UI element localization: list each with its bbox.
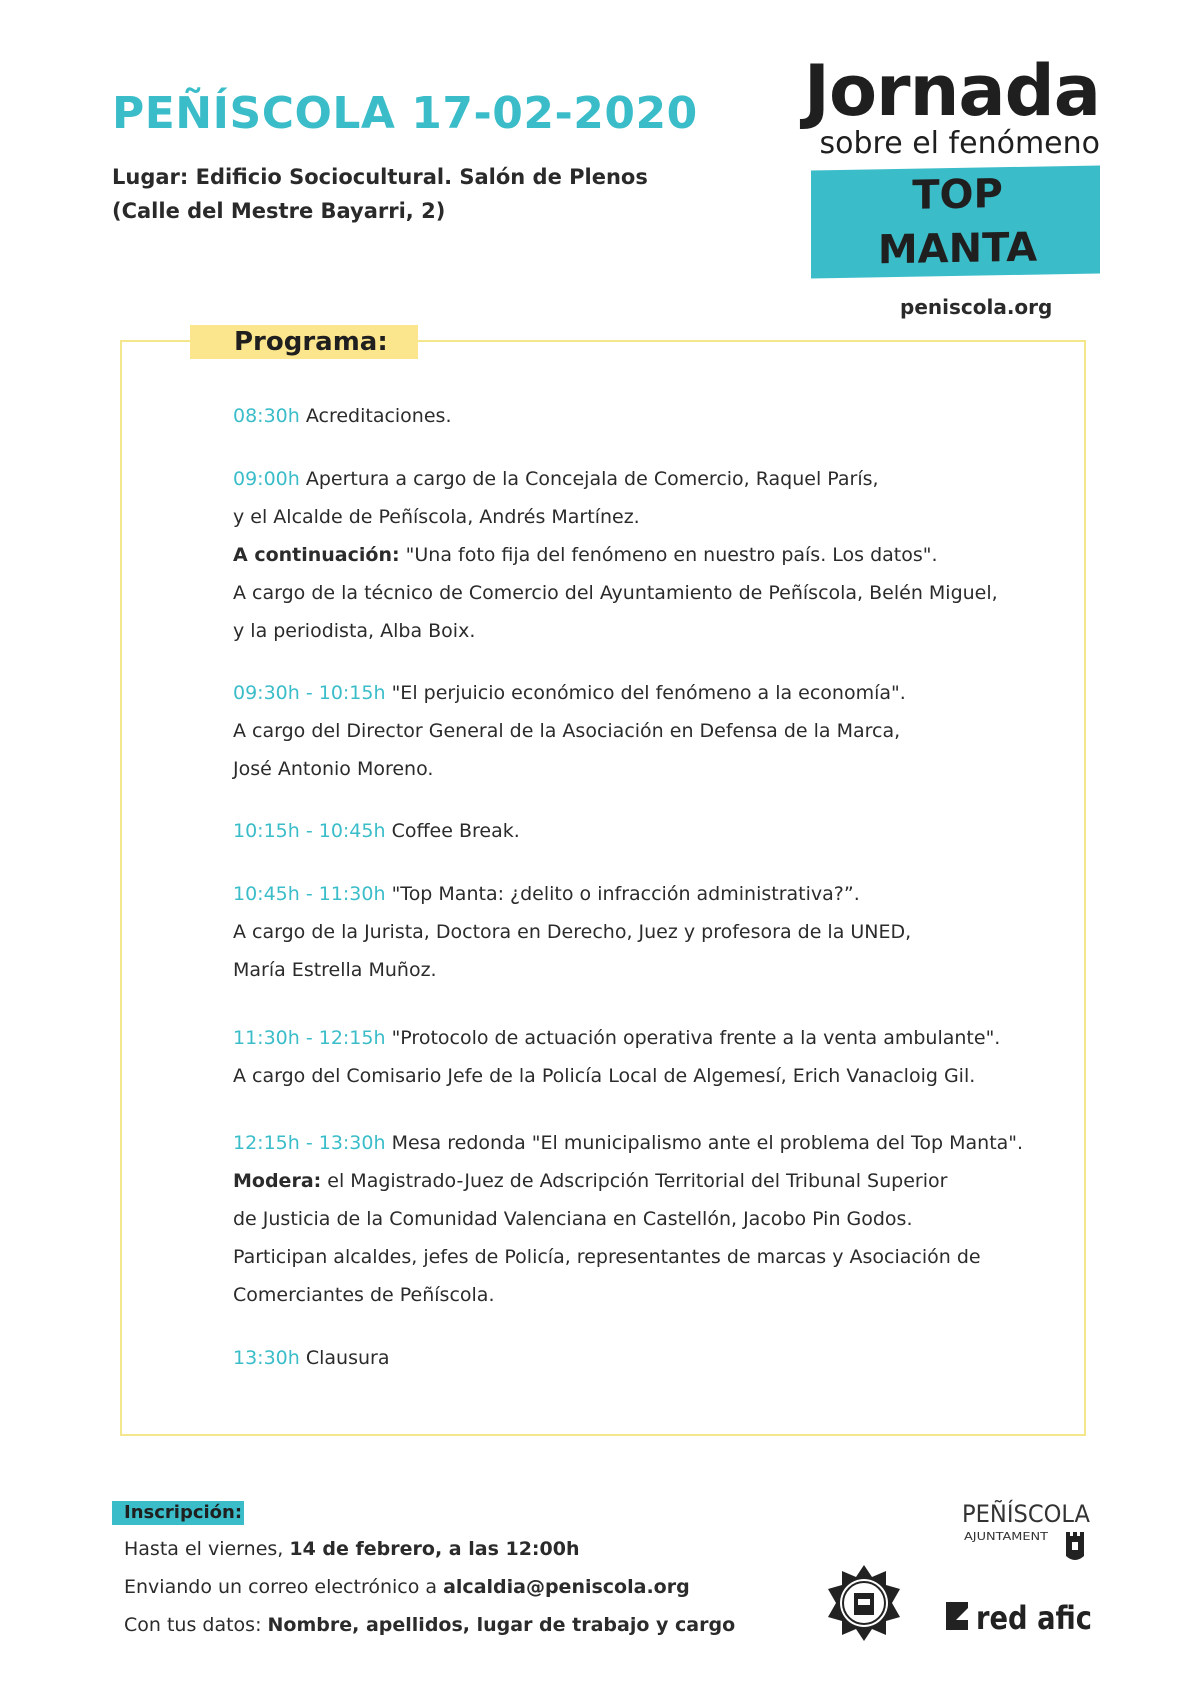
schedule-time: 13:30h xyxy=(233,1347,300,1369)
schedule-line: María Estrella Muñoz. xyxy=(233,959,437,981)
peniscola-logo-name: PEÑÍSCOLA xyxy=(962,1500,1098,1528)
schedule-line: 10:15h - 10:45h Coffee Break. xyxy=(233,820,520,842)
venue-line-1: Lugar: Edificio Sociocultural. Salón de Plenos xyxy=(112,165,648,189)
schedule-line: 13:30h Clausura xyxy=(233,1347,390,1369)
schedule-line: 11:30h - 12:15h "Protocolo de actuación operativa frente a la venta ambulante". xyxy=(233,1027,1001,1049)
event-date-title: PEÑÍSCOLA 17-02-2020 xyxy=(112,88,698,139)
schedule-line: 09:00h Apertura a cargo de la Concejala de Comercio, Raquel París, xyxy=(233,468,879,490)
schedule-line: 10:45h - 11:30h "Top Manta: ¿delito o infracción administrativa?”. xyxy=(233,883,860,905)
schedule-line: Participan alcaldes, jefes de Policía, representantes de marcas y Asociación de xyxy=(233,1246,981,1268)
schedule-line: y la periodista, Alba Boix. xyxy=(233,620,476,642)
schedule-line: A cargo del Comisario Jefe de la Policía Local de Algemesí, Erich Vanacloig Gil. xyxy=(233,1065,976,1087)
schedule-line: Comerciantes de Peñíscola. xyxy=(233,1284,495,1306)
inscripcion-deadline: Hasta el viernes, 14 de febrero, a las 12:00h xyxy=(124,1538,580,1560)
brand-title: Jornada xyxy=(803,50,1100,132)
schedule-line: 09:30h - 10:15h "El perjuicio económico del fenómeno a la economía". xyxy=(233,682,906,704)
schedule-time: 08:30h xyxy=(233,405,300,427)
schedule-time: 10:45h - 11:30h xyxy=(233,883,386,905)
email-link[interactable]: alcaldia@peniscola.org xyxy=(443,1576,690,1598)
inscripcion-data: Con tus datos: Nombre, apellidos, lugar de trabajo y cargo xyxy=(124,1614,736,1636)
policia-local-badge-logo xyxy=(824,1563,904,1643)
peniscola-ajuntament-logo xyxy=(962,1494,1098,1566)
schedule-time: 11:30h - 12:15h xyxy=(233,1027,386,1049)
schedule-time: 09:30h - 10:15h xyxy=(233,682,386,704)
schedule-time: 10:15h - 10:45h xyxy=(233,820,386,842)
red-afic-text: red afic xyxy=(976,1599,1092,1637)
schedule-line: Modera: el Magistrado-Juez de Adscripción Territorial del Tribunal Superior xyxy=(233,1170,948,1192)
schedule-time: 12:15h - 13:30h xyxy=(233,1132,386,1154)
schedule-line: y el Alcalde de Peñíscola, Andrés Martínez. xyxy=(233,506,640,528)
venue-info xyxy=(112,160,648,228)
schedule-line: 08:30h Acreditaciones. xyxy=(233,405,452,427)
red-afic-mark-icon xyxy=(946,1602,968,1630)
venue-line-2: (Calle del Mestre Bayarri, 2) xyxy=(112,199,446,223)
peniscola-logo-sub: AJUNTAMENT xyxy=(964,1530,1049,1543)
schedule-line: A cargo de la técnico de Comercio del Ayuntamiento de Peñíscola, Belén Miguel, xyxy=(233,582,998,604)
red-afic-logo xyxy=(944,1596,1094,1638)
schedule-line: 12:15h - 13:30h Mesa redonda "El municipalismo ante el problema del Top Manta". xyxy=(233,1132,1024,1154)
schedule-time: 09:00h xyxy=(233,468,300,490)
castle-icon xyxy=(1066,1532,1084,1560)
schedule-line: A cargo del Director General de la Asociación en Defensa de la Marca, xyxy=(233,720,901,742)
schedule-line: José Antonio Moreno. xyxy=(233,758,434,780)
program-label xyxy=(190,325,418,359)
inscripcion-email: Enviando un correo electrónico a alcaldia@peniscola.org xyxy=(124,1576,690,1598)
inscripcion-label: Inscripción: xyxy=(112,1501,244,1525)
event-brand xyxy=(800,52,1100,276)
brand-badge: TOP MANTA xyxy=(811,165,1100,278)
schedule-line: A cargo de la Jurista, Doctora en Derecho, Juez y profesora de la UNED, xyxy=(233,921,912,943)
program-label-text: Programa: xyxy=(234,327,388,357)
schedule-line: A continuación: "Una foto fija del fenómeno en nuestro país. Los datos". xyxy=(233,544,938,566)
website-link[interactable]: peniscola.org xyxy=(900,295,1053,319)
brand-subtitle: sobre el fenómeno xyxy=(819,126,1100,161)
schedule-line: de Justicia de la Comunidad Valenciana en Castellón, Jacobo Pin Godos. xyxy=(233,1208,913,1230)
